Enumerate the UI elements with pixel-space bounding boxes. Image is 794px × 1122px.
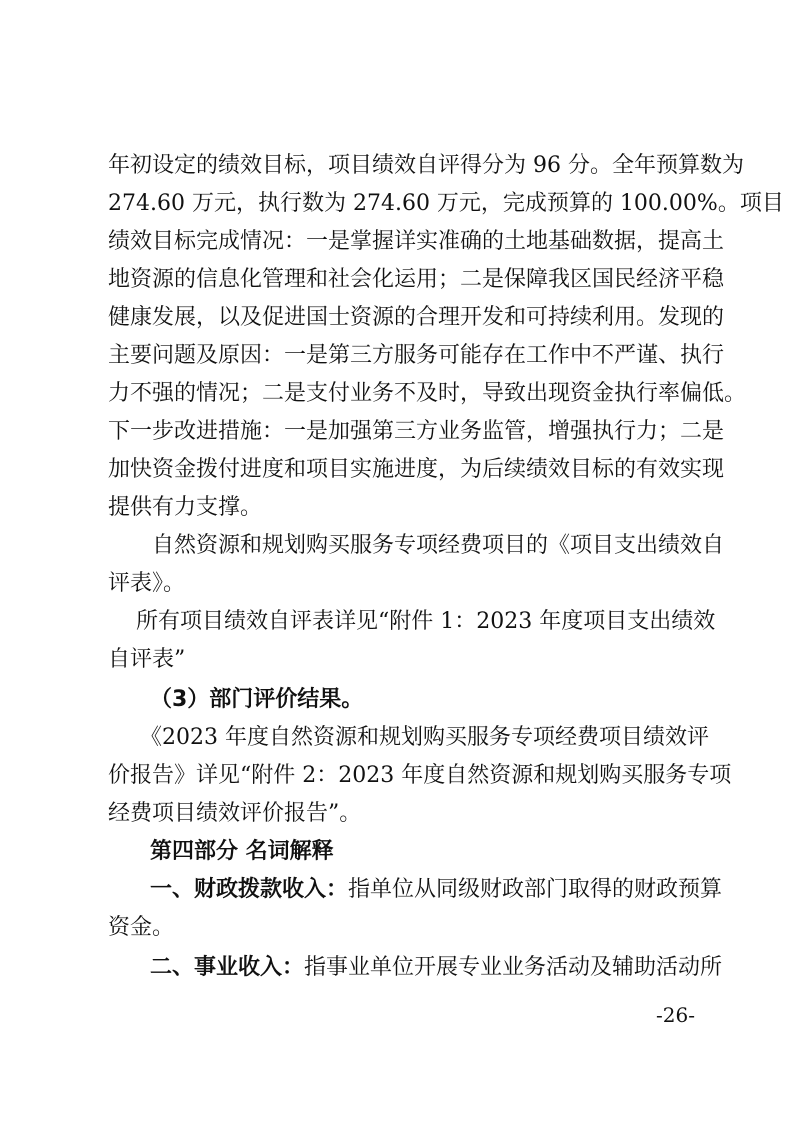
definition-term: 二、事业收入： xyxy=(150,955,305,980)
section-heading: （3）部门评价结果。 xyxy=(150,687,364,712)
paragraph-line: 自然资源和规划购买服务专项经费项目的《项目支出绩效自 xyxy=(152,533,725,558)
paragraph-line: 绩效目标完成情况：一是掌握详实准确的土地基础数据，提高土 xyxy=(108,229,725,254)
definition-line xyxy=(150,872,723,908)
paragraph-line: 《2023 年度自然资源和规划购买服务专项经费项目绩效评 xyxy=(140,725,709,750)
definition-line xyxy=(150,950,723,986)
definition-text: 指事业单位开展专业业务活动及辅助活动所 xyxy=(304,955,723,980)
paragraph-line: 自评表” xyxy=(108,647,186,672)
page-number: -26- xyxy=(656,1003,695,1027)
paragraph-line: 下一步改进措施：一是加强第三方业务监管，增强执行力；二是 xyxy=(108,419,725,444)
paragraph-line: 经费项目绩效评价报告”。 xyxy=(108,801,362,826)
paragraph-line: 价报告》详见“附件 2：2023 年度自然资源和规划购买服务专项 xyxy=(108,763,732,788)
paragraph-line: 主要问题及原因：一是第三方服务可能存在工作中不严谨、执行 xyxy=(108,343,725,368)
paragraph-line: 力不强的情况；二是支付业务不及时，导致出现资金执行率偏低。 xyxy=(108,381,747,406)
part-heading: 第四部分 名词解释 xyxy=(150,839,334,864)
paragraph-line: 评表》。 xyxy=(108,571,186,596)
paragraph-line: 地资源的信息化管理和社会化运用；二是保障我区国民经济平稳 xyxy=(108,267,725,292)
paragraph-line: 加快资金拨付进度和项目实施进度，为后续绩效目标的有效实现 xyxy=(108,457,725,482)
definition-text: 指单位从同级财政部门取得的财政预算 xyxy=(348,877,723,902)
definition-line: 资金。 xyxy=(108,915,175,940)
paragraph-line: 提供有力支撑。 xyxy=(108,495,263,520)
paragraph-line: 年初设定的绩效目标，项目绩效自评得分为 96 分。全年预算数为 xyxy=(108,153,744,178)
paragraph-line: 所有项目绩效自评表详见“附件 1：2023 年度项目支出绩效 xyxy=(136,609,716,634)
paragraph-line: 健康发展，以及促进国士资源的合理开发和可持续利用。发现的 xyxy=(108,305,725,330)
paragraph-line: 274.60 万元，执行数为 274.60 万元，完成预算的 100.00%。项目 xyxy=(108,191,784,216)
definition-term: 一、财政拨款收入： xyxy=(150,877,349,902)
